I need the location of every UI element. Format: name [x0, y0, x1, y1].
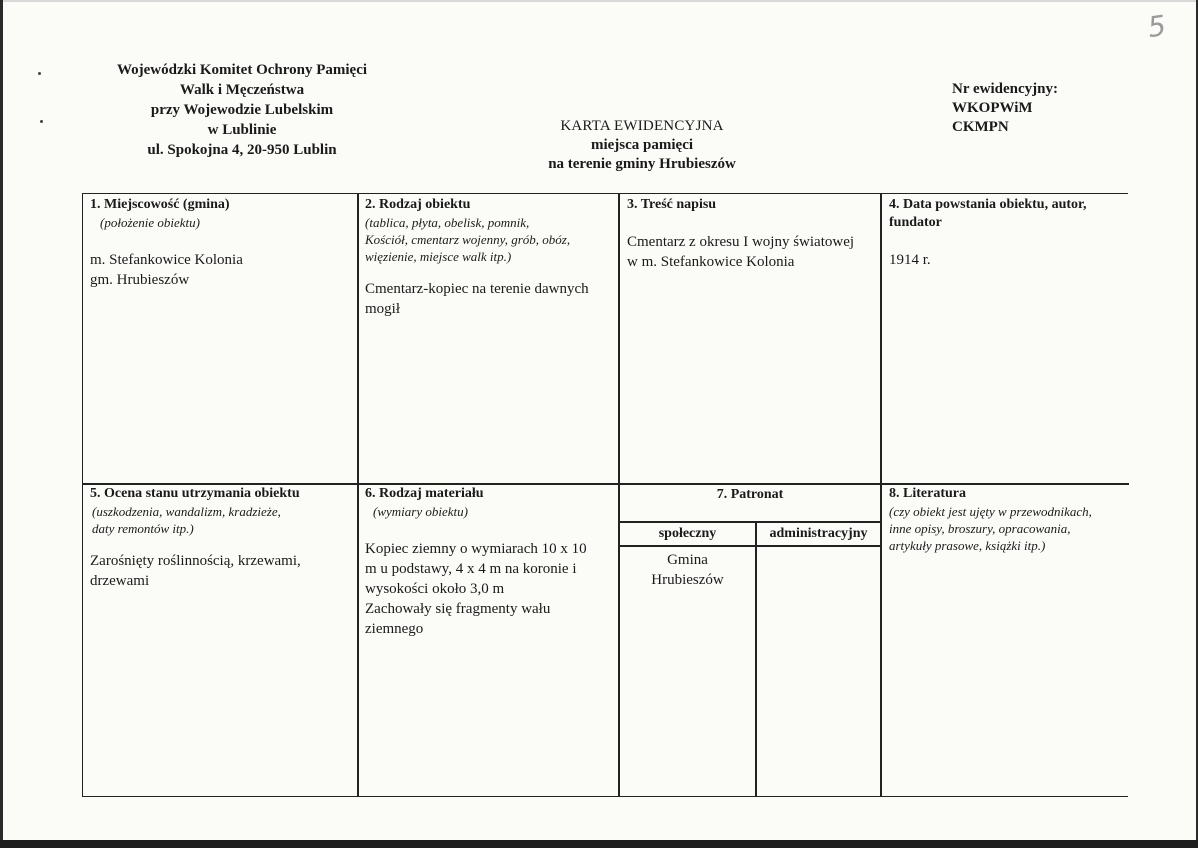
cell-hint: (położenie obiektu) — [100, 215, 200, 230]
cell-header: 6. Rodzaj materiału — [365, 486, 484, 501]
cell-material — [365, 485, 615, 639]
record-number-line3: CKMPN — [952, 119, 1009, 135]
patronat-col-social: społeczny — [658, 526, 717, 541]
cell-header: 5. Ocena stanu utrzymania obiektu — [90, 486, 300, 501]
form-title-line3: na terenie gminy Hrubieszów — [548, 156, 736, 172]
cell-date-author — [889, 196, 1127, 270]
cell-value: Zarośnięty roślinnością, krzewami, — [90, 553, 301, 569]
cell-value: 1914 r. — [889, 252, 931, 268]
patronat-col-admin: administracyjny — [769, 526, 868, 541]
form-title — [490, 117, 794, 174]
org-line: przy Wojewodzie Lubelskim — [150, 102, 334, 118]
cell-inscription — [627, 196, 879, 272]
cell-value: gm. Hrubieszów — [90, 272, 190, 288]
cell-value: Kopiec ziemny o wymiarach 10 x 10 — [365, 541, 587, 557]
cell-value: Cmentarz z okresu I wojny światowej — [627, 234, 855, 250]
patronat-header: 7. Patronat — [716, 487, 784, 502]
cell-hint: (uszkodzenia, wandalizm, kradzieże, — [92, 504, 281, 519]
cell-value: Hrubieszów — [651, 572, 724, 588]
form-title-main: KARTA EWIDENCYJNA — [560, 118, 724, 134]
cell-hint: Kościół, cmentarz wojenny, grób, obóz, — [365, 232, 571, 247]
org-line: Wojewódzki Komitet Ochrony Pamięci — [116, 62, 368, 78]
record-table — [82, 193, 1128, 797]
punch-mark — [40, 120, 43, 123]
patronat-divider — [618, 521, 881, 523]
cell-value: Zachowały się fragmenty wału — [365, 601, 551, 617]
cell-hint: inne opisy, broszury, opracowania, — [889, 521, 1071, 536]
table-divider — [880, 194, 882, 796]
cell-object-type — [365, 196, 615, 319]
record-number-line2: WKOPWiM — [952, 100, 1033, 116]
cell-header: fundator — [889, 215, 942, 230]
handwritten-page-number: 5 — [1145, 8, 1169, 45]
cell-value: w m. Stefankowice Kolonia — [627, 254, 795, 270]
table-divider — [357, 194, 359, 796]
cell-value: Cmentarz-kopiec na terenie dawnych — [365, 281, 589, 297]
cell-hint: artykuły prasowe, książki itp.) — [889, 538, 1046, 553]
cell-hint: daty remontów itp.) — [92, 521, 194, 536]
cell-condition — [90, 485, 352, 591]
record-number-block — [952, 80, 1058, 137]
cell-value: m u podstawy, 4 x 4 m na koronie i — [365, 561, 577, 577]
cell-literature — [889, 485, 1127, 554]
scan-edge-top — [0, 0, 1198, 2]
cell-value: wysokości około 3,0 m — [365, 581, 505, 597]
patronat-divider — [618, 545, 881, 547]
patronat-social-value — [620, 550, 755, 590]
cell-header: 4. Data powstania obiektu, autor, — [889, 197, 1087, 212]
cell-value: m. Stefankowice Kolonia — [90, 252, 243, 268]
cell-hint: (czy obiekt jest ujęty w przewodnikach, — [889, 504, 1092, 519]
org-line: Walk i Męczeństwa — [179, 82, 305, 98]
cell-value: drzewami — [90, 573, 150, 589]
org-address: ul. Spokojna 4, 20-950 Lublin — [147, 142, 337, 158]
cell-value: mogił — [365, 301, 401, 317]
cell-value: ziemnego — [365, 621, 424, 637]
cell-header: 1. Miejscowość (gmina) — [90, 197, 230, 212]
org-line: w Lublinie — [207, 122, 277, 138]
cell-value: Gmina — [667, 552, 708, 568]
form-title-line2: miejsca pamięci — [590, 137, 694, 153]
punch-mark — [38, 72, 41, 75]
cell-hint: więzienie, miejsce walk itp.) — [365, 249, 512, 264]
cell-locality — [90, 196, 352, 290]
cell-hint: (wymiary obiektu) — [373, 504, 468, 519]
cell-header: 2. Rodzaj obiektu — [365, 197, 471, 212]
scan-edge-left — [0, 0, 3, 848]
organization-header — [82, 60, 402, 160]
patronat-divider — [755, 521, 757, 796]
cell-hint: (tablica, płyta, obelisk, pomnik, — [365, 215, 530, 230]
cell-header: 8. Literatura — [889, 486, 966, 501]
scan-edge-bottom — [0, 840, 1198, 848]
record-number-label: Nr ewidencyjny: — [952, 81, 1058, 97]
cell-header: 3. Treść napisu — [627, 197, 717, 212]
